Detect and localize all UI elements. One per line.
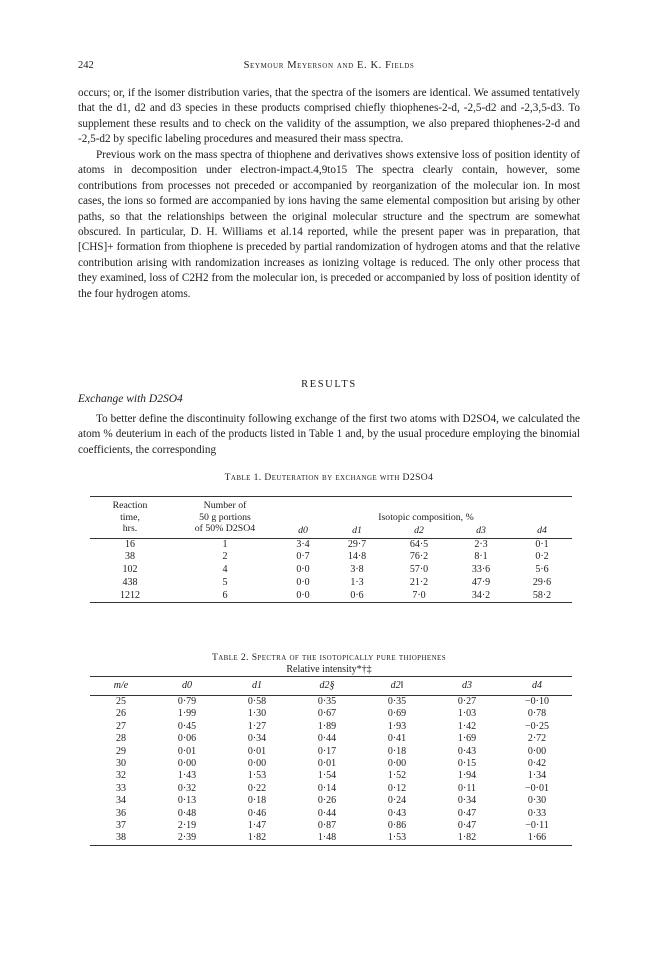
t1-cell: 16 [125, 538, 135, 550]
t1-head-portions-2: 50 g portions [199, 511, 251, 523]
t1-cell: 3·8 [350, 564, 364, 576]
t2-cell: 1·34 [527, 770, 547, 782]
t2-cell: 0·18 [387, 745, 407, 757]
t2-cell: 1·52 [387, 770, 407, 782]
t1-cell: 47·9 [471, 576, 491, 588]
t2-row [90, 783, 572, 795]
t2-cell: 0·78 [527, 708, 547, 720]
t2-row [90, 746, 572, 758]
t1-cell: 1·3 [350, 576, 364, 588]
t2-cell: 0·86 [387, 820, 407, 832]
t1-cell: 0·2 [535, 551, 549, 563]
t2-cell: 1·03 [457, 708, 477, 720]
t2-cell: 1·94 [457, 770, 477, 782]
t2-cell: 0·00 [177, 758, 197, 770]
paragraph-3: To better define the discontinuity following exchange of the first two atoms with D2SO4, we calculated the atom % deuterium in each of the products listed in Table 1 and, by the usual procedure employing the binomial coefficients, the corresponding [78, 413, 580, 456]
t1-head-time-1: Reaction [112, 500, 148, 511]
t1-head-time-2: time, [120, 511, 140, 523]
t1-cell: 64·5 [409, 538, 429, 550]
t2-cell: 32 [116, 770, 126, 782]
t2-cell: 2·39 [177, 832, 197, 844]
t1-cell: 6 [222, 589, 228, 601]
t2-row [90, 721, 572, 733]
t2-cell: 0·26 [317, 795, 337, 807]
t2-row [90, 795, 572, 807]
t1-cell: 58·2 [532, 589, 552, 601]
t1-cell: 2 [222, 551, 228, 563]
t2-cell: 0·44 [317, 733, 337, 745]
t2-cell: 0·12 [387, 782, 407, 794]
t2-head-cell: d0 [182, 680, 192, 691]
t2-cell: −0·25 [525, 720, 549, 732]
t1-row [90, 564, 572, 577]
t2-head-cell: d4 [532, 680, 542, 691]
t2-row [90, 708, 572, 720]
t2-cell: 0·01 [247, 745, 267, 757]
t1-cell: 2·3 [474, 538, 488, 550]
t1-head-portions-3: of 50% D2SO4 [194, 523, 256, 534]
t2-row [90, 733, 572, 745]
t1-head-d1: d1 [352, 524, 362, 536]
t1-cell: 102 [122, 564, 138, 576]
t2-cell: 0·13 [177, 795, 197, 807]
paragraph-2-block [78, 148, 580, 302]
table-2-subcaption: Relative intensity*†‡ [286, 664, 372, 675]
table-2 [90, 676, 572, 846]
t2-cell: 1·99 [177, 708, 197, 720]
t1-cell: 438 [122, 576, 138, 588]
t2-cell: 34 [116, 795, 126, 807]
t1-cell: 29·7 [347, 538, 367, 550]
t2-cell: 0·01 [317, 758, 337, 770]
t2-cell: 0·87 [317, 820, 337, 832]
t2-cell: 0·33 [527, 807, 547, 819]
t2-cell: 0·47 [457, 807, 477, 819]
t2-cell: 0·69 [387, 708, 407, 720]
t1-cell: 0·7 [296, 551, 310, 563]
t2-cell: −0·01 [525, 782, 549, 794]
page-header [78, 60, 580, 76]
t2-cell: 25 [116, 696, 126, 707]
t2-cell: 0·32 [177, 782, 197, 794]
table-1-caption: Table 1. Deuteration by exchange with D2SO4 [224, 472, 434, 483]
t2-cell: 37 [116, 820, 126, 832]
t2-cell: 33 [116, 782, 126, 794]
t2-cell: 0·41 [387, 733, 407, 745]
t2-cell: 1·27 [247, 720, 267, 732]
t2-cell: 0·27 [457, 696, 477, 707]
t2-cell: 0·44 [317, 807, 337, 819]
t2-cell: 27 [116, 720, 126, 732]
t1-row [90, 538, 572, 551]
paragraph-2: Previous work on the mass spectra of thiophene and derivatives shows extensive loss of position identity of atoms in decomposition under electron-impact.4,9to15 The spectra clearly contain, however, some contributions from processes not preceded or accompanied by reorganization of the molecular ion. In most cases, the ions so formed are accompanied by ions having the same elemental composition but arising by other paths, so that the relationships between the original molecular structure and the spectrum are somewhat obscured. In particular, D. H. Williams et al.14 reported, while the present paper was in preparation, that [CHS]+ formation from thiophene is preceded by partial randomization of hydrogen atoms and that the relative contribution arising with randomization increases as ionizing voltage is reduced. The only other process that they examined, loss of C2H2 from the molecular ion, is preceded or accompanied by loss of position identity of the four hydrogen atoms. [78, 149, 580, 300]
t1-cell: 29·6 [532, 576, 552, 588]
results-heading: RESULTS [301, 379, 357, 390]
t2-cell: 0·42 [527, 758, 547, 770]
t2-cell: 0·24 [387, 795, 407, 807]
t1-cell: 14·8 [347, 551, 367, 563]
t2-cell: 1·93 [387, 720, 407, 732]
running-title: Seymour Meyerson and E. K. Fields [243, 60, 415, 71]
t1-row [90, 551, 572, 564]
t2-cell: 1·53 [387, 832, 407, 844]
t1-cell: 1212 [120, 589, 140, 601]
t2-cell: 26 [116, 708, 126, 720]
t2-cell: 1·43 [177, 770, 197, 782]
t1-cell: 38 [125, 551, 135, 563]
t2-cell: 1·48 [317, 832, 337, 844]
t2-cell: −0·11 [525, 820, 549, 832]
t1-cell: 0·0 [296, 564, 310, 576]
t1-cell: 4 [222, 564, 228, 576]
paragraph-1: occurs; or, if the isomer distribution varies, that the spectra of the isomers are identical. We assumed tentatively that the d1, d2 and d3 species in these products comprised chiefly thiophenes-2-d, -2,5-d2 and -2,3,5-d3. To supplement these results and to check on the validity of the assumption, we also prepared thiophenes-2-d and -2,5-d2 by specific labeling procedures and measured their mass spectra. [78, 87, 580, 146]
section-subheading: Exchange with D2SO4 [78, 393, 183, 405]
t1-head-portions-1: Number of [203, 500, 247, 511]
t2-cell: 0·22 [247, 782, 267, 794]
t1-cell: 0·0 [296, 589, 310, 601]
t2-cell: 0·17 [317, 745, 337, 757]
t2-cell: 0·14 [317, 782, 337, 794]
t2-cell: 0·35 [387, 696, 407, 707]
t2-cell: 0·00 [387, 758, 407, 770]
t2-cell: 0·35 [317, 696, 337, 707]
t2-row [90, 820, 572, 832]
t1-cell: 33·6 [471, 564, 491, 576]
t2-row [90, 758, 572, 770]
t2-cell: 0·34 [457, 795, 477, 807]
t2-row [90, 770, 572, 782]
t2-cell: 38 [116, 832, 126, 844]
t2-cell: 2·19 [177, 820, 197, 832]
t2-cell: 1·82 [247, 832, 267, 844]
t2-cell: 1·82 [457, 832, 477, 844]
t2-cell: 0·30 [527, 795, 547, 807]
t1-cell: 21·2 [409, 576, 429, 588]
t1-cell: 8·1 [474, 551, 488, 563]
t2-cell: 0·46 [247, 807, 267, 819]
t1-head-isotopic-composition: Isotopic composition, % [378, 511, 474, 523]
t1-head-d4: d4 [537, 524, 547, 536]
t2-cell: 1·30 [247, 708, 267, 720]
t2-cell: 0·48 [177, 807, 197, 819]
t1-head-d0: d0 [298, 524, 308, 536]
t2-cell: 0·79 [177, 696, 197, 707]
t2-cell: 30 [116, 758, 126, 770]
t2-cell: 1·47 [247, 820, 267, 832]
t2-cell: 0·43 [457, 745, 477, 757]
t2-cell: 1·42 [457, 720, 477, 732]
t2-cell: 29 [116, 745, 126, 757]
t2-head-cell: m/e [113, 680, 129, 691]
t2-cell: 0·01 [177, 745, 197, 757]
t1-head-d2: d2 [414, 524, 424, 536]
t2-cell: 1·69 [457, 733, 477, 745]
t2-cell: 1·66 [527, 832, 547, 844]
t2-cell: 2·72 [527, 733, 547, 745]
t1-cell: 0·6 [350, 589, 364, 601]
t1-cell: 5·6 [535, 564, 549, 576]
t1-head-time-3: hrs. [122, 523, 138, 534]
t1-cell: 34·2 [471, 589, 491, 601]
t2-cell: 0·11 [458, 782, 476, 794]
t2-cell: 1·89 [317, 720, 337, 732]
t2-row [90, 696, 572, 709]
page-number: 242 [78, 60, 94, 71]
paragraph-3-block [78, 412, 580, 458]
t2-cell: 0·00 [247, 758, 267, 770]
t2-head-cell: d1 [252, 680, 262, 691]
t1-row [90, 577, 572, 590]
t1-cell: 57·0 [409, 564, 429, 576]
t2-head-cell: d2§ [319, 680, 335, 691]
t1-cell: 0·1 [535, 538, 549, 550]
t2-cell: 0·47 [457, 820, 477, 832]
t2-cell: 0·00 [527, 745, 547, 757]
t2-cell: 0·58 [247, 696, 267, 707]
t2-cell: 0·45 [177, 720, 197, 732]
t2-head-cell: d2‖ [390, 680, 404, 691]
t2-cell: 1·54 [317, 770, 337, 782]
t1-cell: 7·0 [412, 589, 426, 601]
t1-row [90, 590, 572, 603]
t2-cell: 0·43 [387, 807, 407, 819]
t2-cell: 0·67 [317, 708, 337, 720]
t1-cell: 3·4 [296, 538, 310, 550]
t2-cell: 0·06 [177, 733, 197, 745]
t1-cell: 5 [222, 576, 228, 588]
t2-cell: −0·10 [525, 696, 549, 707]
t2-row [90, 832, 572, 845]
paragraph-1-block [78, 86, 580, 148]
t2-cell: 0·18 [247, 795, 267, 807]
t1-cell: 1 [222, 538, 228, 550]
t2-head-cell: d3 [462, 680, 472, 691]
t1-head-d3: d3 [476, 524, 486, 536]
t2-cell: 1·53 [247, 770, 267, 782]
t2-cell: 28 [116, 733, 126, 745]
t2-row [90, 808, 572, 820]
t2-cell: 36 [116, 807, 126, 819]
table-1 [90, 496, 572, 603]
table-2-caption: Table 2. Spectra of the isotopically pure thiophenes [211, 652, 447, 663]
t2-cell: 0·34 [247, 733, 267, 745]
t2-cell: 0·15 [457, 758, 477, 770]
t1-cell: 76·2 [409, 551, 429, 563]
t1-cell: 0·0 [296, 576, 310, 588]
